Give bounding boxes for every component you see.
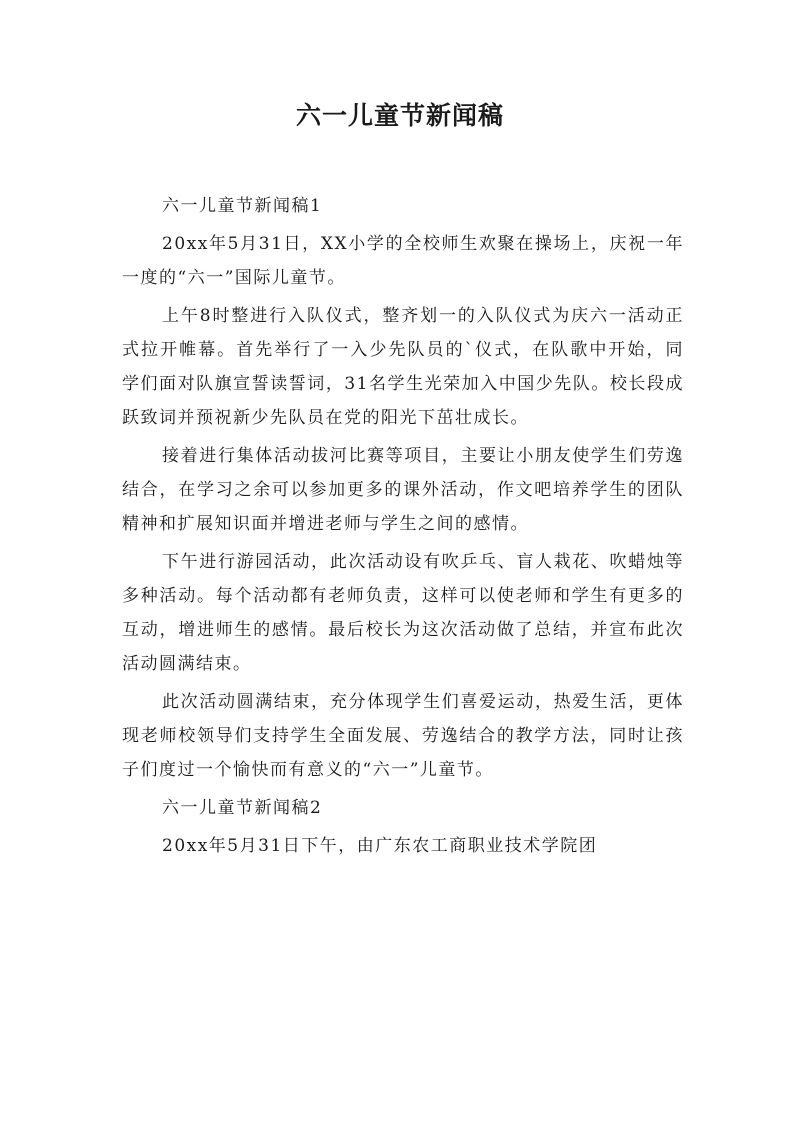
paragraph-morning-ceremony: 上午8时整进行入队仪式，整齐划一的入队仪式为庆六一活动正式拉开帷幕。首先举行了一入少先队员的`仪式，在队歌中开始，同学们面对队旗宣誓读誓词，31名学生光荣加入中国少先队。校长段成跃致词并预祝新少先队员在党的阳光下茁壮成长。 xyxy=(122,306,684,428)
paragraph-group-activities: 接着进行集体活动拔河比赛等项目，主要让小朋友使学生们劳逸结合，在学习之余可以参加更多的课外活动，作文吧培养学生的团队精神和扩展知识面并增进老师与学生之间的感情。 xyxy=(122,446,684,534)
section-heading-2: 六一儿童节新闻稿2 xyxy=(162,798,323,818)
document-title: 六一儿童节新闻稿 xyxy=(295,101,504,130)
paragraph-intro: 20xx年5月31日，XX小学的全校师生欢聚在操场上，庆祝一年一度的“六一”国际儿童节。 xyxy=(122,234,684,288)
paragraph-afternoon-games: 下午进行游园活动，此次活动设有吹乒乓、盲人栽花、吹蜡烛等多种活动。每个活动都有老师负责，这样可以使老师和学生有更多的互动，增进师生的感情。最后校长为这次活动做了总结，并宣布此次活动圆满结束。 xyxy=(122,552,684,674)
document-body xyxy=(122,189,684,867)
paragraph-second-intro: 20xx年5月31日下午，由广东农工商职业技术学院团 xyxy=(162,836,598,856)
section-heading-1: 六一儿童节新闻稿1 xyxy=(162,196,323,216)
paragraph-conclusion: 此次活动圆满结束，充分体现学生们喜爱运动，热爱生活，更体现老师校领导们支持学生全面发展、劳逸结合的教学方法，同时让孩子们度过一个愉快而有意义的“六一”儿童节。 xyxy=(122,692,684,780)
